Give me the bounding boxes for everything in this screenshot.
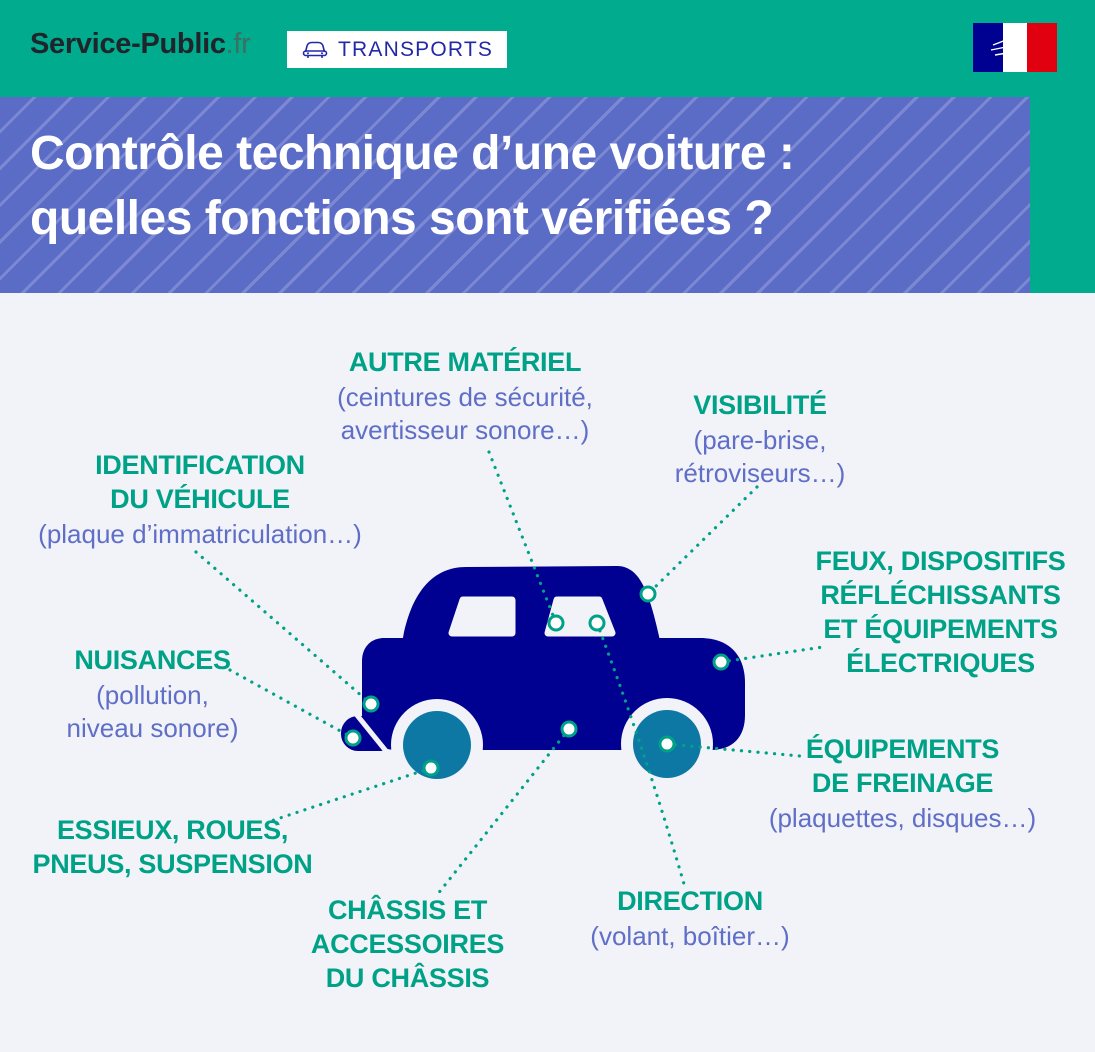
label-direction (565, 884, 815, 953)
label-subtext (565, 920, 815, 953)
car-front-icon (301, 40, 329, 60)
car-bumper-seam (348, 704, 390, 756)
label-subtext-line: rétroviseurs…) (674, 458, 846, 488)
label-heading-line: ÉQUIPEMENTS (805, 734, 1000, 764)
label-heading-line: DIRECTION (617, 886, 763, 916)
marianne-flag-logo (973, 23, 1057, 72)
label-heading-line: ET ÉQUIPEMENTS (823, 614, 1058, 644)
badge-label: TRANSPORTS (338, 37, 494, 61)
line-visibilite (648, 487, 757, 594)
logo-suffix: .fr (225, 28, 251, 60)
label-subtext-line: avertisseur sonore…) (340, 415, 590, 445)
anchor-visibilite (641, 587, 655, 601)
label-identification (15, 448, 385, 551)
label-subtext-line: (volant, boîtier…) (590, 921, 790, 951)
label-freinage (735, 732, 1070, 835)
logo-main: Service-Public (30, 28, 226, 60)
label-heading-line: DU CHÂSSIS (325, 963, 490, 993)
label-heading-line: ÉLECTRIQUES (846, 648, 1035, 678)
page-title-line1: Contrôle technique d’une voiture : (30, 127, 795, 180)
label-heading-line: ACCESSOIRES (310, 929, 505, 959)
anchor-freinage (660, 737, 674, 751)
label-heading-line: RÉFLÉCHISSANTS (820, 580, 1061, 610)
label-heading-line: FEUX, DISPOSITIFS (815, 546, 1066, 576)
car-cabin (401, 566, 662, 650)
car-front-window (452, 600, 512, 633)
label-subtext (280, 381, 650, 447)
anchor-identification (364, 697, 378, 711)
label-subtext-line: niveau sonore) (66, 713, 239, 743)
anchor-direction (590, 616, 604, 630)
label-subtext-line: (plaquettes, disques…) (768, 803, 1037, 833)
label-heading-line: CHÂSSIS ET (327, 895, 488, 925)
label-feux (788, 544, 1093, 680)
service-public-logo (30, 28, 251, 61)
label-heading-line: NUISANCES (74, 645, 231, 675)
label-autre-materiel (280, 345, 650, 447)
anchor-dots (346, 587, 728, 775)
label-heading-line: DE FREINAGE (811, 768, 994, 798)
label-subtext-line: (pare-brise, (693, 425, 827, 455)
line-chassis (437, 729, 569, 895)
label-subtext (610, 424, 910, 490)
anchor-feux (714, 655, 728, 669)
page-title (30, 121, 1010, 251)
label-subtext (735, 802, 1070, 835)
label-nuisances (30, 643, 275, 745)
line-direction (597, 623, 684, 884)
label-heading-line: DU VÉHICULE (110, 484, 290, 514)
anchor-chassis (562, 722, 576, 736)
car-front-bumper (341, 716, 397, 751)
label-heading-line: IDENTIFICATION (95, 450, 305, 480)
anchor-nuisances (346, 731, 360, 745)
label-heading-line: VISIBILITÉ (693, 390, 827, 420)
anchor-essieux (424, 761, 438, 775)
page-title-line2: quelles fonctions sont vérifiées ? (30, 192, 774, 245)
label-subtext-line: (pollution, (96, 680, 209, 710)
label-subtext (15, 518, 385, 551)
label-heading-line: AUTRE MATÉRIEL (348, 347, 582, 377)
car-rear-window (548, 600, 612, 633)
car-body (362, 638, 745, 750)
label-subtext-line: (plaque d’immatriculation…) (38, 519, 362, 549)
label-heading-line: PNEUS, SUSPENSION (32, 849, 313, 879)
label-chassis (280, 893, 535, 995)
anchor-autre-materiel (549, 616, 563, 630)
line-autre-materiel (489, 452, 556, 623)
flag-blue-stripe (973, 23, 1003, 72)
car-illustration (341, 566, 745, 791)
flag-red-stripe (1027, 23, 1057, 72)
label-subtext (30, 679, 275, 745)
transports-badge (287, 31, 507, 68)
label-visibilite (610, 388, 910, 490)
label-heading-line: ESSIEUX, ROUES, (56, 815, 289, 845)
front-wheel-arch (391, 699, 483, 791)
rear-wheel-arch (621, 698, 713, 790)
label-essieux (20, 813, 325, 881)
title-banner (0, 97, 1030, 293)
rear-wheel (633, 710, 701, 778)
label-subtext-line: (ceintures de sécurité, (337, 382, 593, 412)
front-wheel (403, 711, 471, 779)
